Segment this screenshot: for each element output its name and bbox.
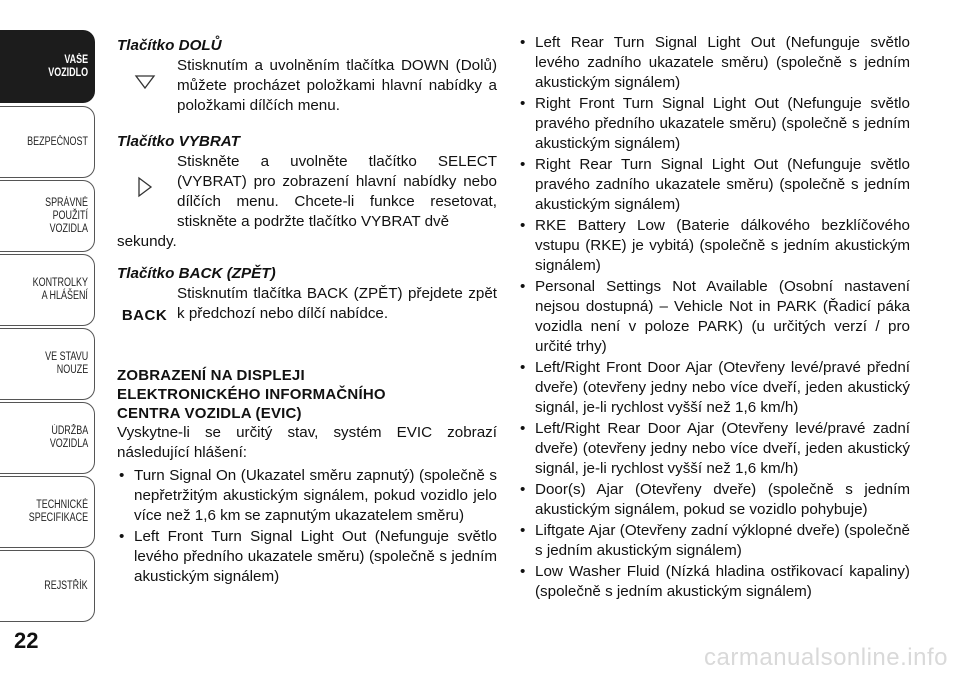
tab-label: VAŠE VOZIDLO <box>48 53 88 79</box>
list-item: • RKE Battery Low (Baterie dálkového bezklíčového vstupu (RKE) je vybitá) (společně s jedním akustickým signálem) <box>518 216 910 276</box>
tab-ve-stavu-nouze[interactable] <box>0 328 95 400</box>
tab-label: REJSTŘÍK <box>44 579 88 592</box>
list-item: • Left/Right Rear Door Ajar (Otevřeny levé/pravé zadní dveře) (otevřeny jedny nebo více dveří, jeden akustický signál, je-li rychlost vyšší než 1,6 km/h) <box>518 419 910 479</box>
left-column <box>117 0 497 588</box>
select-arrow-icon <box>117 176 172 198</box>
back-description: Stisknutím tlačítka BACK (ZPĚT) přejdete zpět k předchozí nebo dílčí nabídce. <box>177 285 497 322</box>
list-item: • Left Rear Turn Signal Light Out (Nefunguje světlo levého zadního ukazatele směru) (společně s jedním akustickým signálem) <box>518 33 910 93</box>
select-heading: Tlačítko VYBRAT <box>117 133 240 150</box>
evic-intro: Vyskytne-li se určitý stav, systém EVIC zobrazí následující hlášení: <box>117 424 497 461</box>
list-item: • Door(s) Ajar (Otevřeny dveře) (společně s jedním akustickým signálem, pokud se vozidlo pohybuje) <box>518 480 910 520</box>
down-arrow-icon <box>117 74 172 90</box>
list-item: • Right Rear Turn Signal Light Out (Nefunguje světlo pravého zadního ukazatele směru) (společně s jedním akustickým signálem) <box>518 155 910 215</box>
tab-label: VE STAVU NOUZE <box>44 351 88 376</box>
back-heading: Tlačítko BACK (ZPĚT) <box>117 265 276 282</box>
tab-vase-vozidlo[interactable] <box>0 30 95 103</box>
tab-kontrolky[interactable] <box>0 254 95 326</box>
tab-label: ÚDRŽBA VOZIDLA <box>49 425 88 450</box>
chapter-sidebar <box>0 0 97 678</box>
tab-udrzba[interactable] <box>0 402 95 474</box>
list-item: • Left Front Turn Signal Light Out (Nefunguje světlo levého předního ukazatele směru) (společně s jedním akustickým signálem) <box>117 527 497 587</box>
watermark: carmanualsonline.info <box>704 644 948 671</box>
page-number: 22 <box>14 628 39 653</box>
list-item: • Low Washer Fluid (Nízká hladina ostřikovací kapaliny) (společně s jedním akustickým signálem) <box>518 562 910 602</box>
list-item: • Right Front Turn Signal Light Out (Nefunguje světlo pravého předního ukazatele směru) (společně s jedním akustickým signálem) <box>518 94 910 154</box>
back-icon <box>117 306 172 326</box>
evic-section-title <box>117 366 497 423</box>
section-title-line: CENTRA VOZIDLA (EVIC) <box>117 405 302 422</box>
select-button-section <box>117 132 497 252</box>
down-heading: Tlačítko DOLŮ <box>117 37 222 54</box>
select-description-tail: sekundy. <box>117 233 177 250</box>
tab-label: TECHNICKÉ SPECIFIKACE <box>28 499 88 524</box>
left-bullet-list <box>117 466 497 587</box>
tab-rejstrik[interactable] <box>0 550 95 622</box>
down-button-section <box>117 36 497 116</box>
right-column <box>518 33 910 603</box>
list-item: • Personal Settings Not Available (Osobní nastavení nejsou dostupná) – Vehicle Not in PARK (Řadicí páka vozidla není v poloze PARK) (u určitých verzí / pro určité trhy) <box>518 277 910 357</box>
section-title-line: ELEKTRONICKÉHO INFORMAČNÍHO <box>117 386 386 403</box>
right-bullet-list <box>518 33 910 602</box>
tab-label: BEZPEČNOST <box>27 135 88 148</box>
tab-bezpecnost[interactable] <box>0 106 95 178</box>
section-title-line: ZOBRAZENÍ NA DISPLEJI <box>117 367 305 384</box>
down-description: Stisknutím a uvolněním tlačítka DOWN (Dolů) můžete procházet položkami hlavní nabídky a položkami dílčích menu. <box>177 57 497 114</box>
list-item: • Left/Right Front Door Ajar (Otevřeny levé/pravé přední dveře) (otevřeny jedny nebo více dveří, jeden akustický signál, je-li rychlost vyšší než 1,6 km/h) <box>518 358 910 418</box>
back-button-section <box>117 264 497 324</box>
select-description: Stiskněte a uvolněte tlačítko SELECT (VYBRAT) pro zobrazení hlavní nabídky nebo dílčích menu. Chcete-li funkce resetovat, stiskněte a podržte tlačítko VYBRAT dvě <box>177 153 497 230</box>
list-item: • Turn Signal On (Ukazatel směru zapnutý) (společně s nepřetržitým akustickým signálem, pokud vozidlo jelo více než 1,6 km se zapnutým ukazatelem směru) <box>117 466 497 526</box>
tab-label: SPRÁVNÉ POUŽITÍ VOZIDLA <box>45 196 88 235</box>
back-icon-label: BACK <box>121 307 168 324</box>
tab-label: KONTROLKY A HLÁŠENÍ <box>32 277 88 302</box>
tab-technicke-specifikace[interactable] <box>0 476 95 548</box>
list-item: • Liftgate Ajar (Otevřeny zadní výklopné dveře) (společně s jedním akustickým signálem) <box>518 521 910 561</box>
tab-spravne-pouziti[interactable] <box>0 180 95 252</box>
